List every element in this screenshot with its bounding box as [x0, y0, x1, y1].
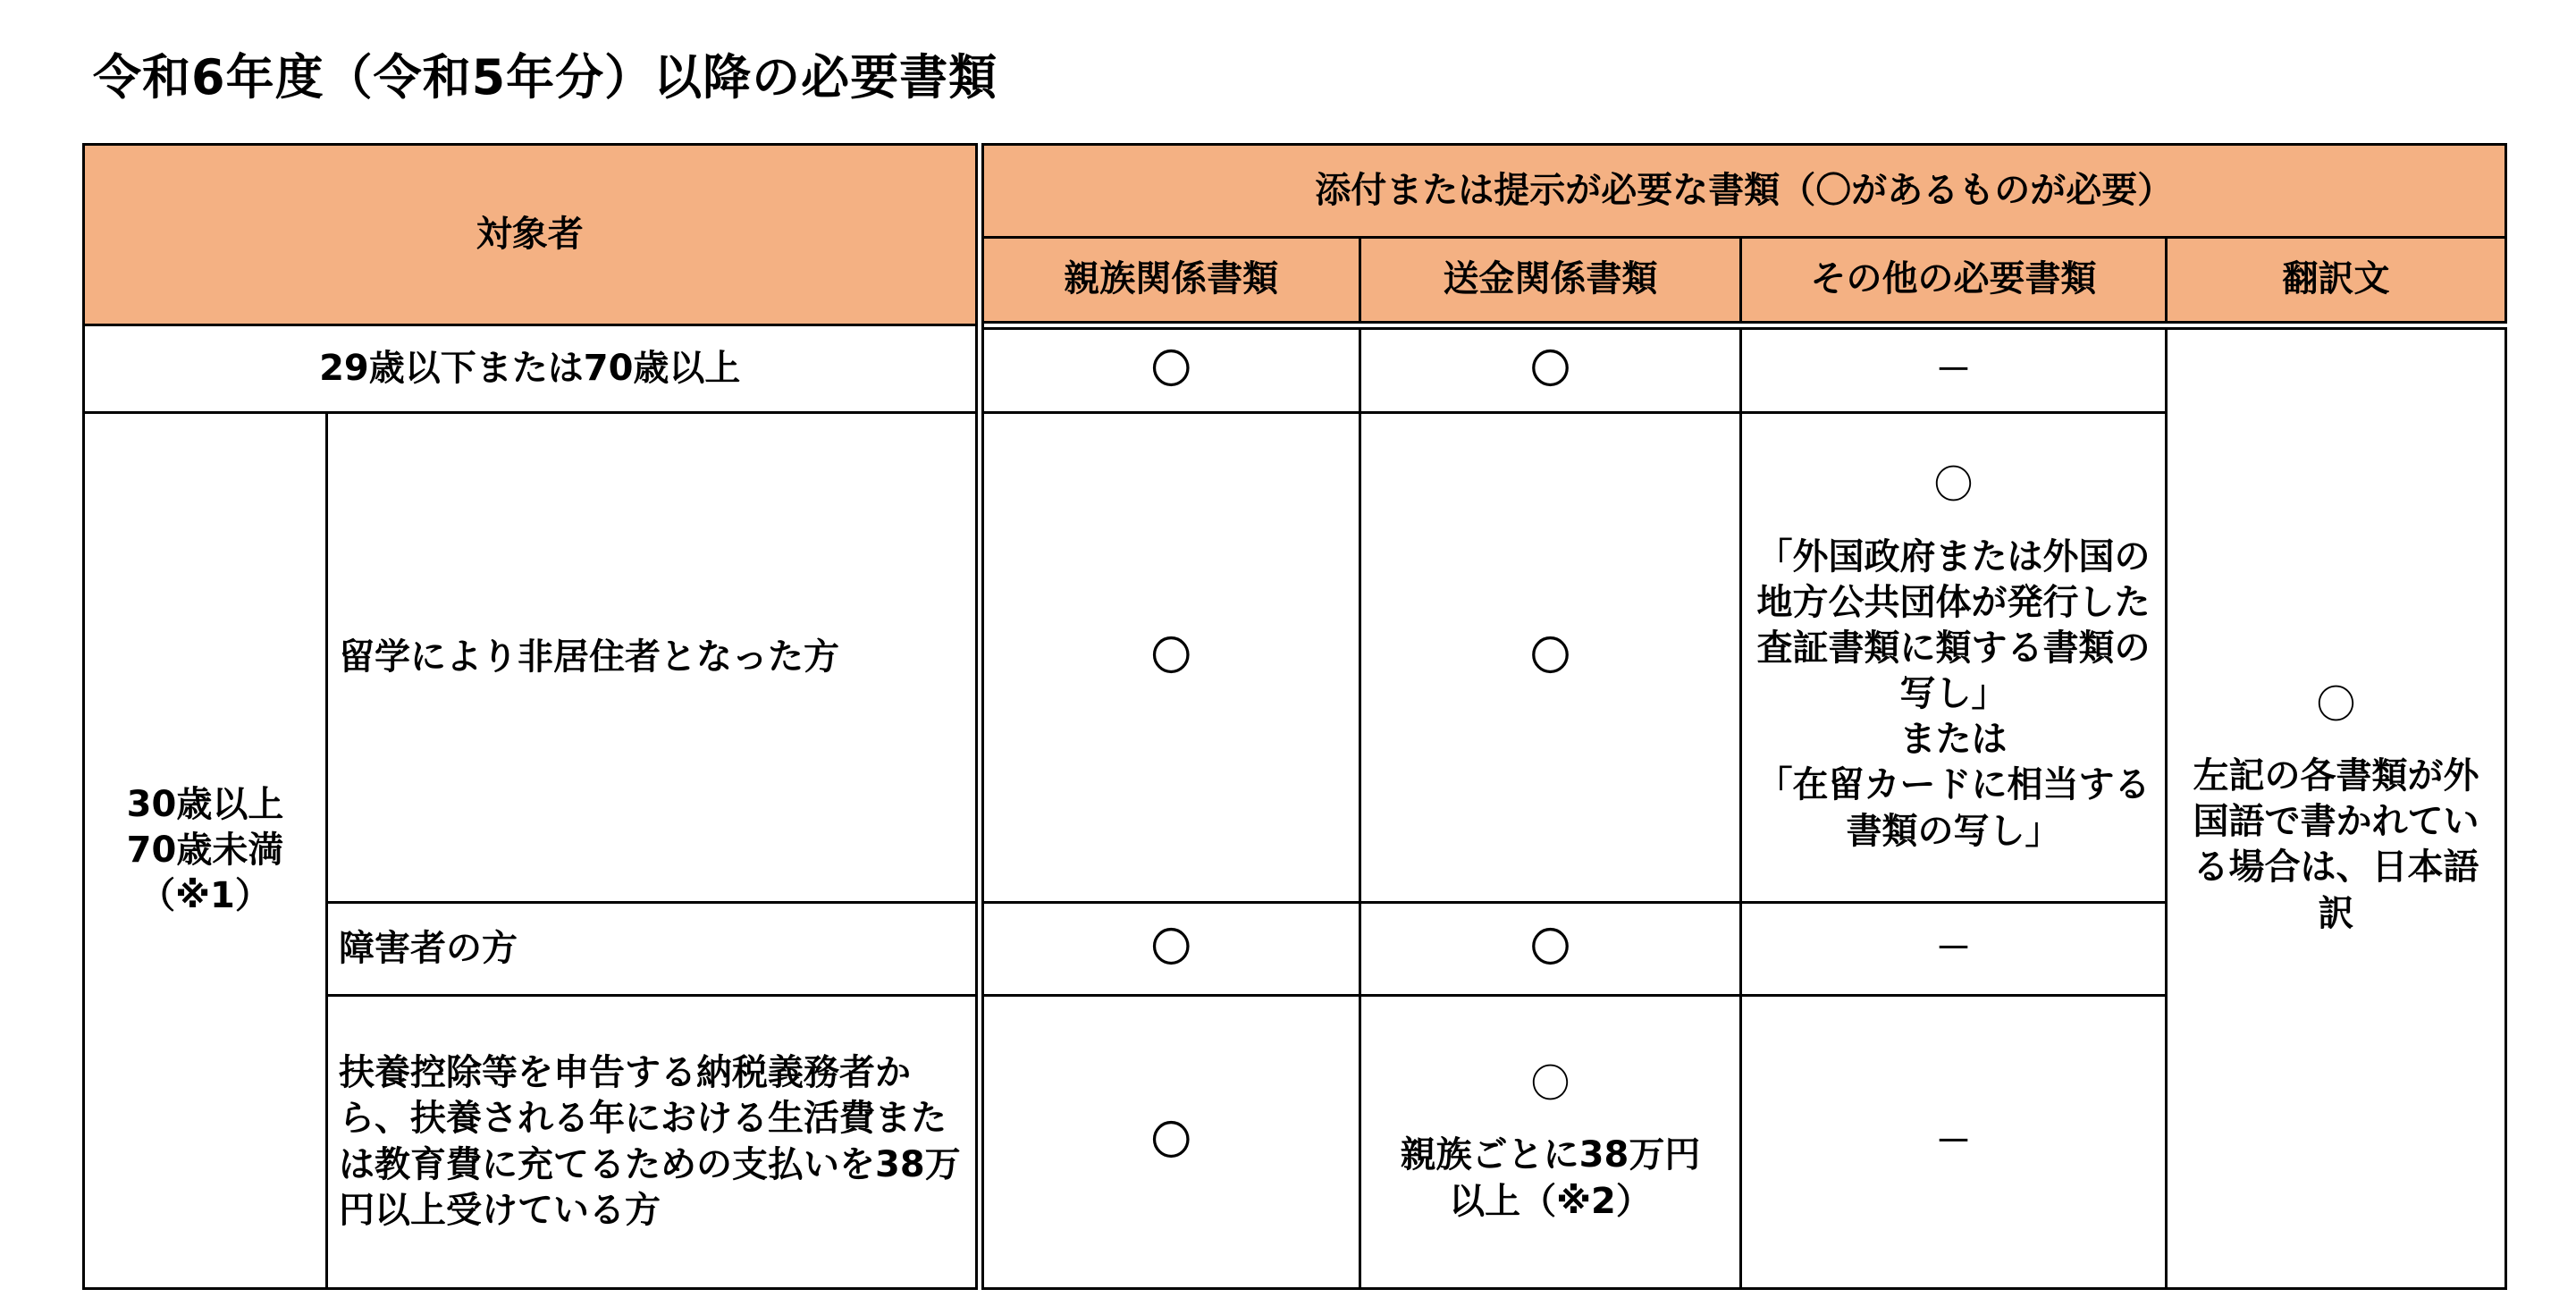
- remittance-cell: [1360, 996, 1741, 1289]
- header-target: 対象者: [84, 145, 980, 325]
- other-documents-note: 「外国政府または外国の地方公共団体が発行した査証書類に類する書類の写し」 または 「在留カードに相当する書類の写し」: [1756, 535, 2151, 852]
- other-dash: －: [1741, 903, 2167, 996]
- header-kinship-documents: 親族関係書類: [980, 238, 1360, 325]
- other-dash: －: [1741, 996, 2167, 1289]
- remittance-mark: 〇: [1360, 413, 1741, 903]
- header-translation: 翻訳文: [2167, 238, 2506, 325]
- kinship-mark: 〇: [980, 325, 1360, 413]
- kinship-mark: 〇: [980, 413, 1360, 903]
- remittance-mark: 〇: [1360, 903, 1741, 996]
- translation-cell: [2167, 325, 2506, 1289]
- row-label-study-abroad: 留学により非居住者となった方: [327, 413, 980, 903]
- row-label-age-29-or-70: 29歳以下または70歳以上: [84, 325, 980, 413]
- header-other-documents: その他の必要書類: [1741, 238, 2167, 325]
- page-title: 令和6年度（令和5年分）以降の必要書類: [93, 49, 998, 105]
- other-mark: 〇: [1933, 462, 1974, 509]
- remittance-mark: 〇: [1530, 1061, 1570, 1108]
- header-required-documents: 添付または提示が必要な書類（〇があるものが必要）: [980, 145, 2506, 238]
- kinship-mark: 〇: [980, 903, 1360, 996]
- table-row: [84, 903, 2506, 996]
- translation-mark: 〇: [2316, 681, 2356, 728]
- table-row: [84, 996, 2506, 1289]
- remittance-note: 親族ごとに38万円以上（※2）: [1400, 1134, 1701, 1222]
- row-label-disabled: 障害者の方: [327, 903, 980, 996]
- kinship-mark: 〇: [980, 996, 1360, 1289]
- table-row: [84, 413, 2506, 903]
- remittance-mark: 〇: [1360, 325, 1741, 413]
- row-group-age-30-69: 30歳以上 70歳未満 （※1）: [84, 413, 327, 1289]
- required-documents-table: [82, 143, 2507, 1290]
- translation-note: 左記の各書類が外国語で書かれている場合は、日本語訳: [2193, 755, 2479, 934]
- row-label-dependent-support: 扶養控除等を申告する納税義務者から、扶養される年における生活費または教育費に充てるための支払いを38万円以上受けている方: [327, 996, 980, 1289]
- header-remittance-documents: 送金関係書類: [1360, 238, 1741, 325]
- other-documents-cell: [1741, 413, 2167, 903]
- table-row: [84, 325, 2506, 413]
- other-dash: －: [1741, 325, 2167, 413]
